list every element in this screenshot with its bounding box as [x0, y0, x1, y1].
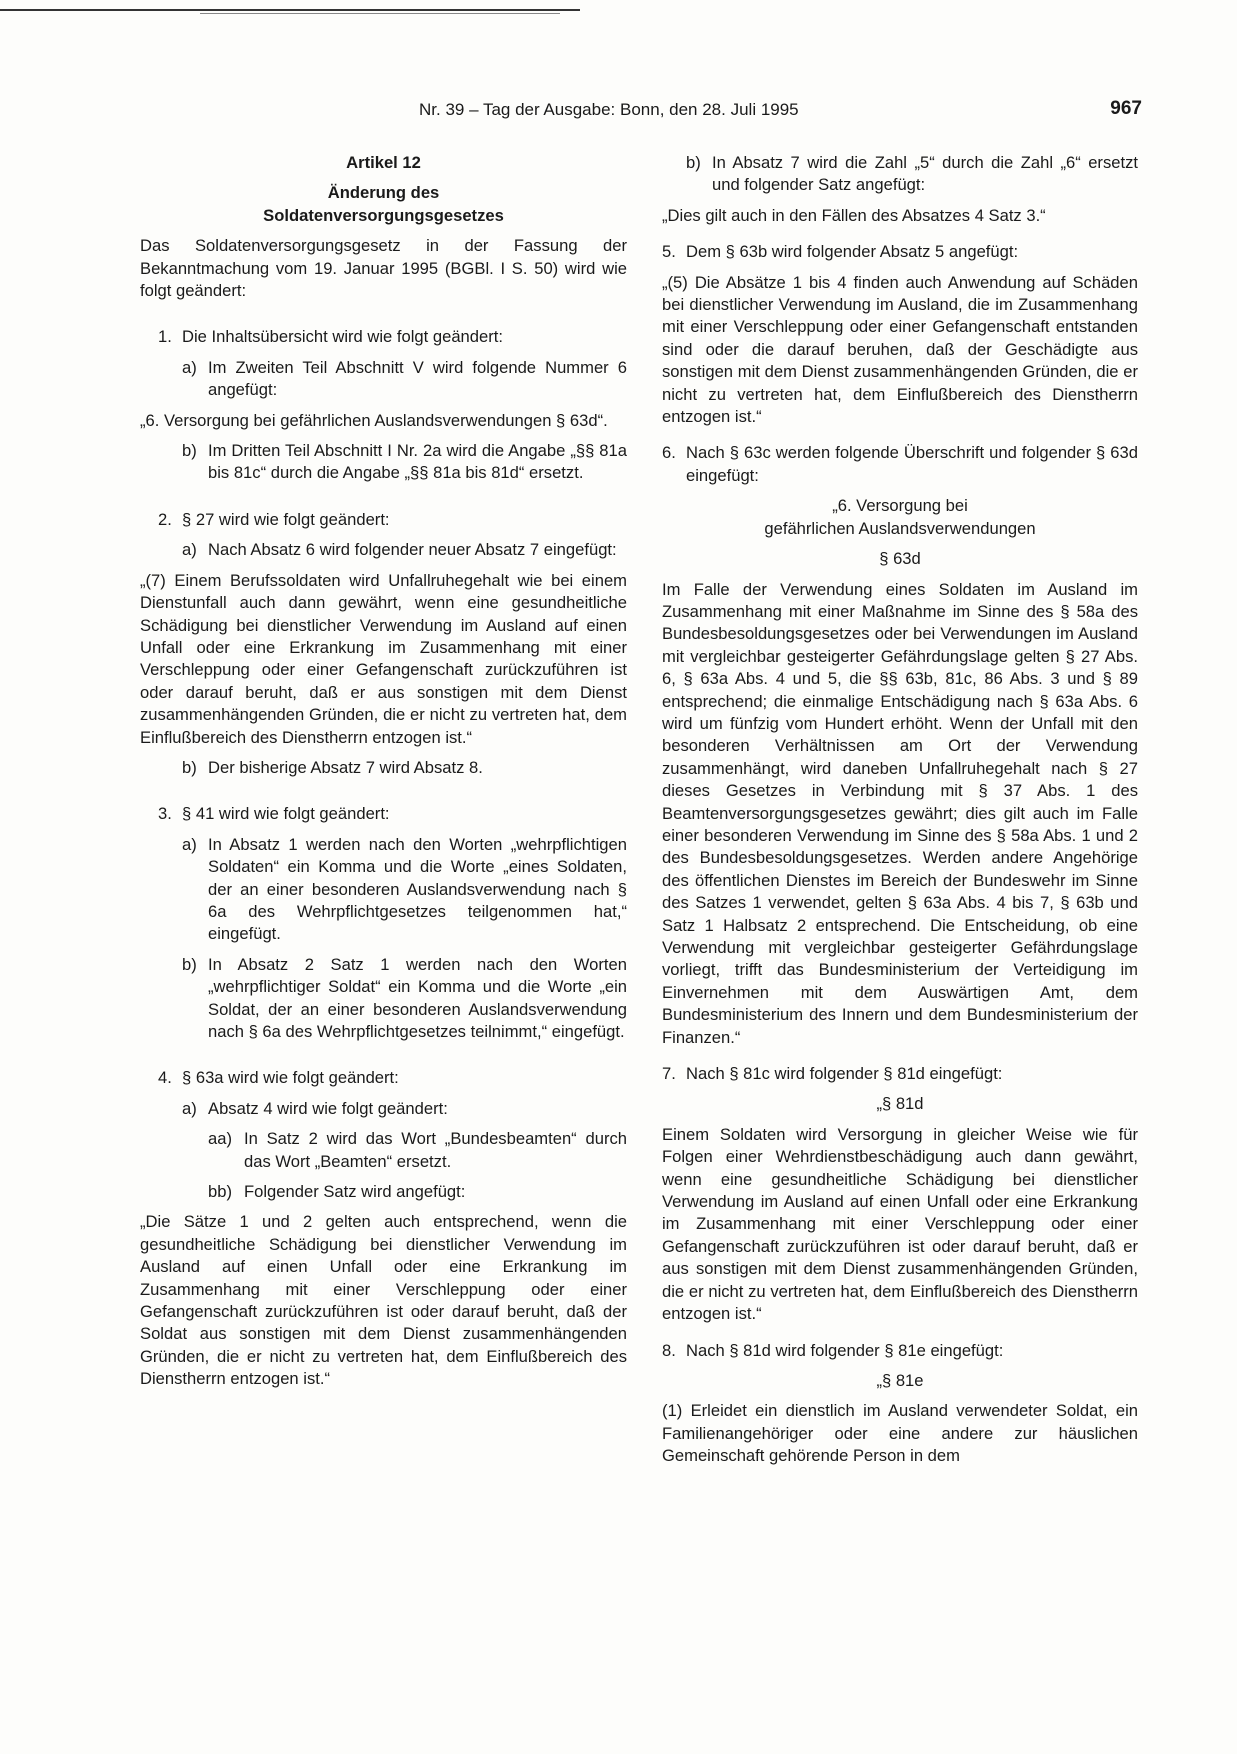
quoted-text: „6. Versorgung bei gefährlichen Auslandsverwendungen § 63d“. — [140, 410, 608, 430]
article-title-line1: Änderung des — [327, 183, 440, 203]
item-text: Nach § 81d wird folgender § 81e eingefügt: — [686, 1340, 1004, 1360]
paragraph-body: (1) Erleidet ein dienstlich im Ausland verwendeter Soldat, ein Familienangehöriger oder eine andere zur häuslichen Gemeinschaft gehörende Person in dem — [662, 1401, 1138, 1466]
sub-item-label: a) — [182, 357, 197, 377]
sub-item — [182, 1098, 627, 1120]
list-item — [140, 509, 627, 531]
sub-sub-item-text: Folgender Satz wird angefügt: — [244, 1182, 466, 1202]
item-label: 6. — [662, 443, 676, 463]
section-heading-line1: „6. Versorgung bei — [832, 496, 968, 516]
sub-sub-item-text: In Satz 2 wird das Wort „Bundesbeamten“ durch das Wort „Beamten“ ersetzt. — [244, 1129, 627, 1171]
sub-sub-item — [208, 1181, 627, 1203]
item-label: 1. — [158, 327, 172, 347]
sub-sub-item-label: bb) — [208, 1182, 232, 1202]
top-rule-secondary — [200, 13, 560, 14]
quoted-text: „Die Sätze 1 und 2 gelten auch entsprechend, wenn die gesundheitliche Schädigung bei dienstlicher Verwendung im Ausland auf einen Unfall oder eine Erkrankung im Zusammenhang mit einer Verschleppung oder einer Gefangenschaft zurückzuführen ist oder darauf beruht, daß der Soldat aus sonstigen mit dem Dienst zusammenhängenden Gründen, die er nicht zu vertreten hat, dem Einflußbereich des Dienstherrn entzogen ist.“ — [140, 1212, 627, 1389]
paragraph-sign: „§ 81e — [876, 1370, 924, 1390]
quoted-text: „(5) Die Absätze 1 bis 4 finden auch Anwendung auf Schäden bei dienstlicher Verwendung im Ausland, die im Zusammenhang mit einer Verschleppung oder einer Gefangenschaft entstanden sind oder die darauf beruhen, daß der Geschädigte aus sonstigen mit dem Dienst zusammenhängenden Gründen, die er nicht zu vertreten hat, dem Einflußbereich des Dienstherrn entzogen ist.“ — [662, 272, 1138, 427]
item-text: § 63a wird wie folgt geändert: — [182, 1068, 399, 1088]
paragraph-body: Einem Soldaten wird Versorgung in gleicher Weise wie für Folgen einer Wehrdienstbeschädigung auch dann gewährt, wenn eine gesundheitliche Schädigung bei dienstlicher Verwendung im Ausland auf einen Unfall oder eine Erkrankung im Zusammenhang mit einer Verschleppung oder einer Gefangenschaft zurückzuführen ist oder darauf beruht, daß er aus sonstigen mit dem Dienst zusammenhängenden Gründen, die er nicht zu vertreten hat, dem Einflußbereich des Dienstherrn entzogen ist.“ — [662, 1124, 1138, 1324]
item-label: 8. — [662, 1340, 676, 1360]
sub-item — [182, 440, 627, 485]
list-item — [662, 442, 1138, 487]
intro-paragraph: Das Soldatenversorgungsgesetz in der Fassung der Bekanntmachung vom 19. Januar 1995 (BGBl. I S. 50) wird wie folgt geändert: — [140, 236, 627, 301]
list-item — [140, 326, 627, 348]
sub-item — [182, 539, 627, 561]
list-item — [140, 803, 627, 825]
sub-item — [182, 757, 627, 779]
sub-sub-item-label: aa) — [208, 1129, 232, 1149]
sub-item — [686, 152, 1138, 197]
article-heading: Artikel 12 — [346, 153, 421, 172]
sub-item-label: a) — [182, 1098, 197, 1118]
sub-item-label: b) — [182, 757, 197, 777]
sub-item-label: a) — [182, 540, 197, 560]
issue-line: Nr. 39 – Tag der Ausgabe: Bonn, den 28. Juli 1995 — [419, 100, 799, 119]
sub-item-text: Im Zweiten Teil Abschnitt V wird folgende Nummer 6 angefügt: — [208, 357, 627, 400]
list-item — [140, 1067, 627, 1089]
sub-item-label: b) — [182, 954, 197, 974]
paragraph-body: Im Falle der Verwendung eines Soldaten im Ausland im Zusammenhang mit einer Maßnahme im Sinne des § 58a des Bundesbesoldungsgesetzes oder bei Verwendungen im Ausland mit vergleichbar gesteigerter Gefährdungslage gelten § 27 Abs. 6, § 63a Abs. 4 und 5, die §§ 63b, 81c, 86 Abs. 3 und § 89 entsprechend; die einmalige Entschädigung nach § 63a Abs. 6 wird um fünfzig vom Hundert erhöht. Wenn der Unfall mit den besonderen Verhältnissen am Ort der Verwendung zusammenhängt, wird daneben Unfallruhegehalt nach § 27 dieses Gesetzes in Verbindung mit § 37 Abs. 1 des Beamtenversorgungsgesetzes gewährt; dies gilt auch im Falle einer besonderen Verwendung im Sinne des § 58a Abs. 1 und 2 des Bundesbesoldungsgesetzes. Werden andere Angehörige des öffentlichen Dienstes im Bereich der Bundeswehr im Sinne des Satzes 1 verwendet, gelten § 63a Abs. 4 bis 7, § 63b und Satz 1 Halbsatz 2 entsprechend. Die Entscheidung, ob eine Verwendung mit vergleichbar gesteigerter Gefährdungslage vorliegt, trifft das Bundesministerium der Verteidigung im Einvernehmen mit dem Auswärtigen Amt, dem Bundesministerium des Innern und dem Bundesministerium der Finanzen.“ — [662, 579, 1138, 1047]
sub-item — [182, 357, 627, 402]
sub-sub-item — [208, 1128, 627, 1173]
item-text: § 27 wird wie folgt geändert: — [182, 509, 390, 529]
sub-item-text: Nach Absatz 6 wird folgender neuer Absatz 7 eingefügt: — [208, 540, 617, 560]
sub-item-text: Absatz 4 wird wie folgt geändert: — [208, 1098, 448, 1118]
paragraph-sign: § 63d — [879, 549, 921, 569]
item-label: 3. — [158, 804, 172, 824]
item-label: 2. — [158, 509, 172, 529]
quoted-text: „Dies gilt auch in den Fällen des Absatzes 4 Satz 3.“ — [662, 205, 1046, 225]
paragraph-sign: „§ 81d — [876, 1094, 924, 1114]
item-label: 5. — [662, 242, 676, 262]
item-text: Dem § 63b wird folgender Absatz 5 angefügt: — [686, 242, 1019, 262]
item-text: Nach § 81c wird folgender § 81d eingefügt: — [686, 1064, 1003, 1084]
item-text: Die Inhaltsübersicht wird wie folgt geändert: — [182, 327, 503, 347]
sub-item-label: a) — [182, 834, 197, 854]
sub-item — [182, 834, 627, 946]
sub-item-text: In Absatz 2 Satz 1 werden nach den Worten „wehrpflichtiger Soldat“ ein Komma und die Worte „ein Soldat, der an einer besonderen Auslandsverwendung nach § 6a des Wehrpflichtgesetzes teilnimmt,“ eingefügt. — [208, 954, 627, 1041]
sub-item-text: In Absatz 7 wird die Zahl „5“ durch die Zahl „6“ ersetzt und folgender Satz angefügt: — [712, 153, 1138, 195]
list-item — [662, 1340, 1138, 1362]
sub-item-label: b) — [686, 153, 701, 172]
page-number: 967 — [1110, 98, 1142, 119]
item-text: § 41 wird wie folgt geändert: — [182, 804, 390, 824]
item-text: Nach § 63c werden folgende Überschrift und folgender § 63d eingefügt: — [686, 443, 1138, 485]
left-column — [140, 152, 627, 1391]
right-column — [662, 152, 1138, 1468]
section-heading-line2: gefährlichen Auslandsverwendungen — [764, 518, 1036, 538]
page-header — [0, 100, 1237, 124]
sub-item-text: Der bisherige Absatz 7 wird Absatz 8. — [208, 757, 483, 777]
list-item — [662, 241, 1138, 263]
top-rule — [0, 9, 580, 11]
item-label: 4. — [158, 1068, 172, 1088]
list-item — [662, 1063, 1138, 1085]
item-label: 7. — [662, 1064, 676, 1084]
quoted-text: „(7) Einem Berufssoldaten wird Unfallruhegehalt wie bei einem Dienstunfall auch dann gewährt, wenn eine gesundheitliche Schädigung bei dienstlicher Verwendung im Ausland auf einen Unfall oder eine Erkrankung im Zusammenhang mit einer Verschleppung oder einer Gefangenschaft zurückzuführen ist oder darauf beruht, daß er aus sonstigen mit dem Dienst zusammenhängenden Gründen, die er nicht zu vertreten hat, dem Einflußbereich des Dienstherrn entzogen ist.“ — [140, 570, 627, 747]
article-title-line2: Soldatenversorgungsgesetzes — [263, 205, 504, 225]
sub-item — [182, 954, 627, 1044]
sub-item-text: In Absatz 1 werden nach den Worten „wehrpflichtigen Soldaten“ ein Komma und die Worte „eines Soldaten, der an einer besonderen Auslandsverwendung nach § 6a des Wehrpflichtgesetzes teilgenommen hat,“ eingefügt. — [208, 834, 627, 944]
sub-item-text: Im Dritten Teil Abschnitt I Nr. 2a wird die Angabe „§§ 81a bis 81c“ durch die Angabe „§§ 81a bis 81d“ ersetzt. — [208, 441, 627, 483]
sub-item-label: b) — [182, 441, 197, 461]
